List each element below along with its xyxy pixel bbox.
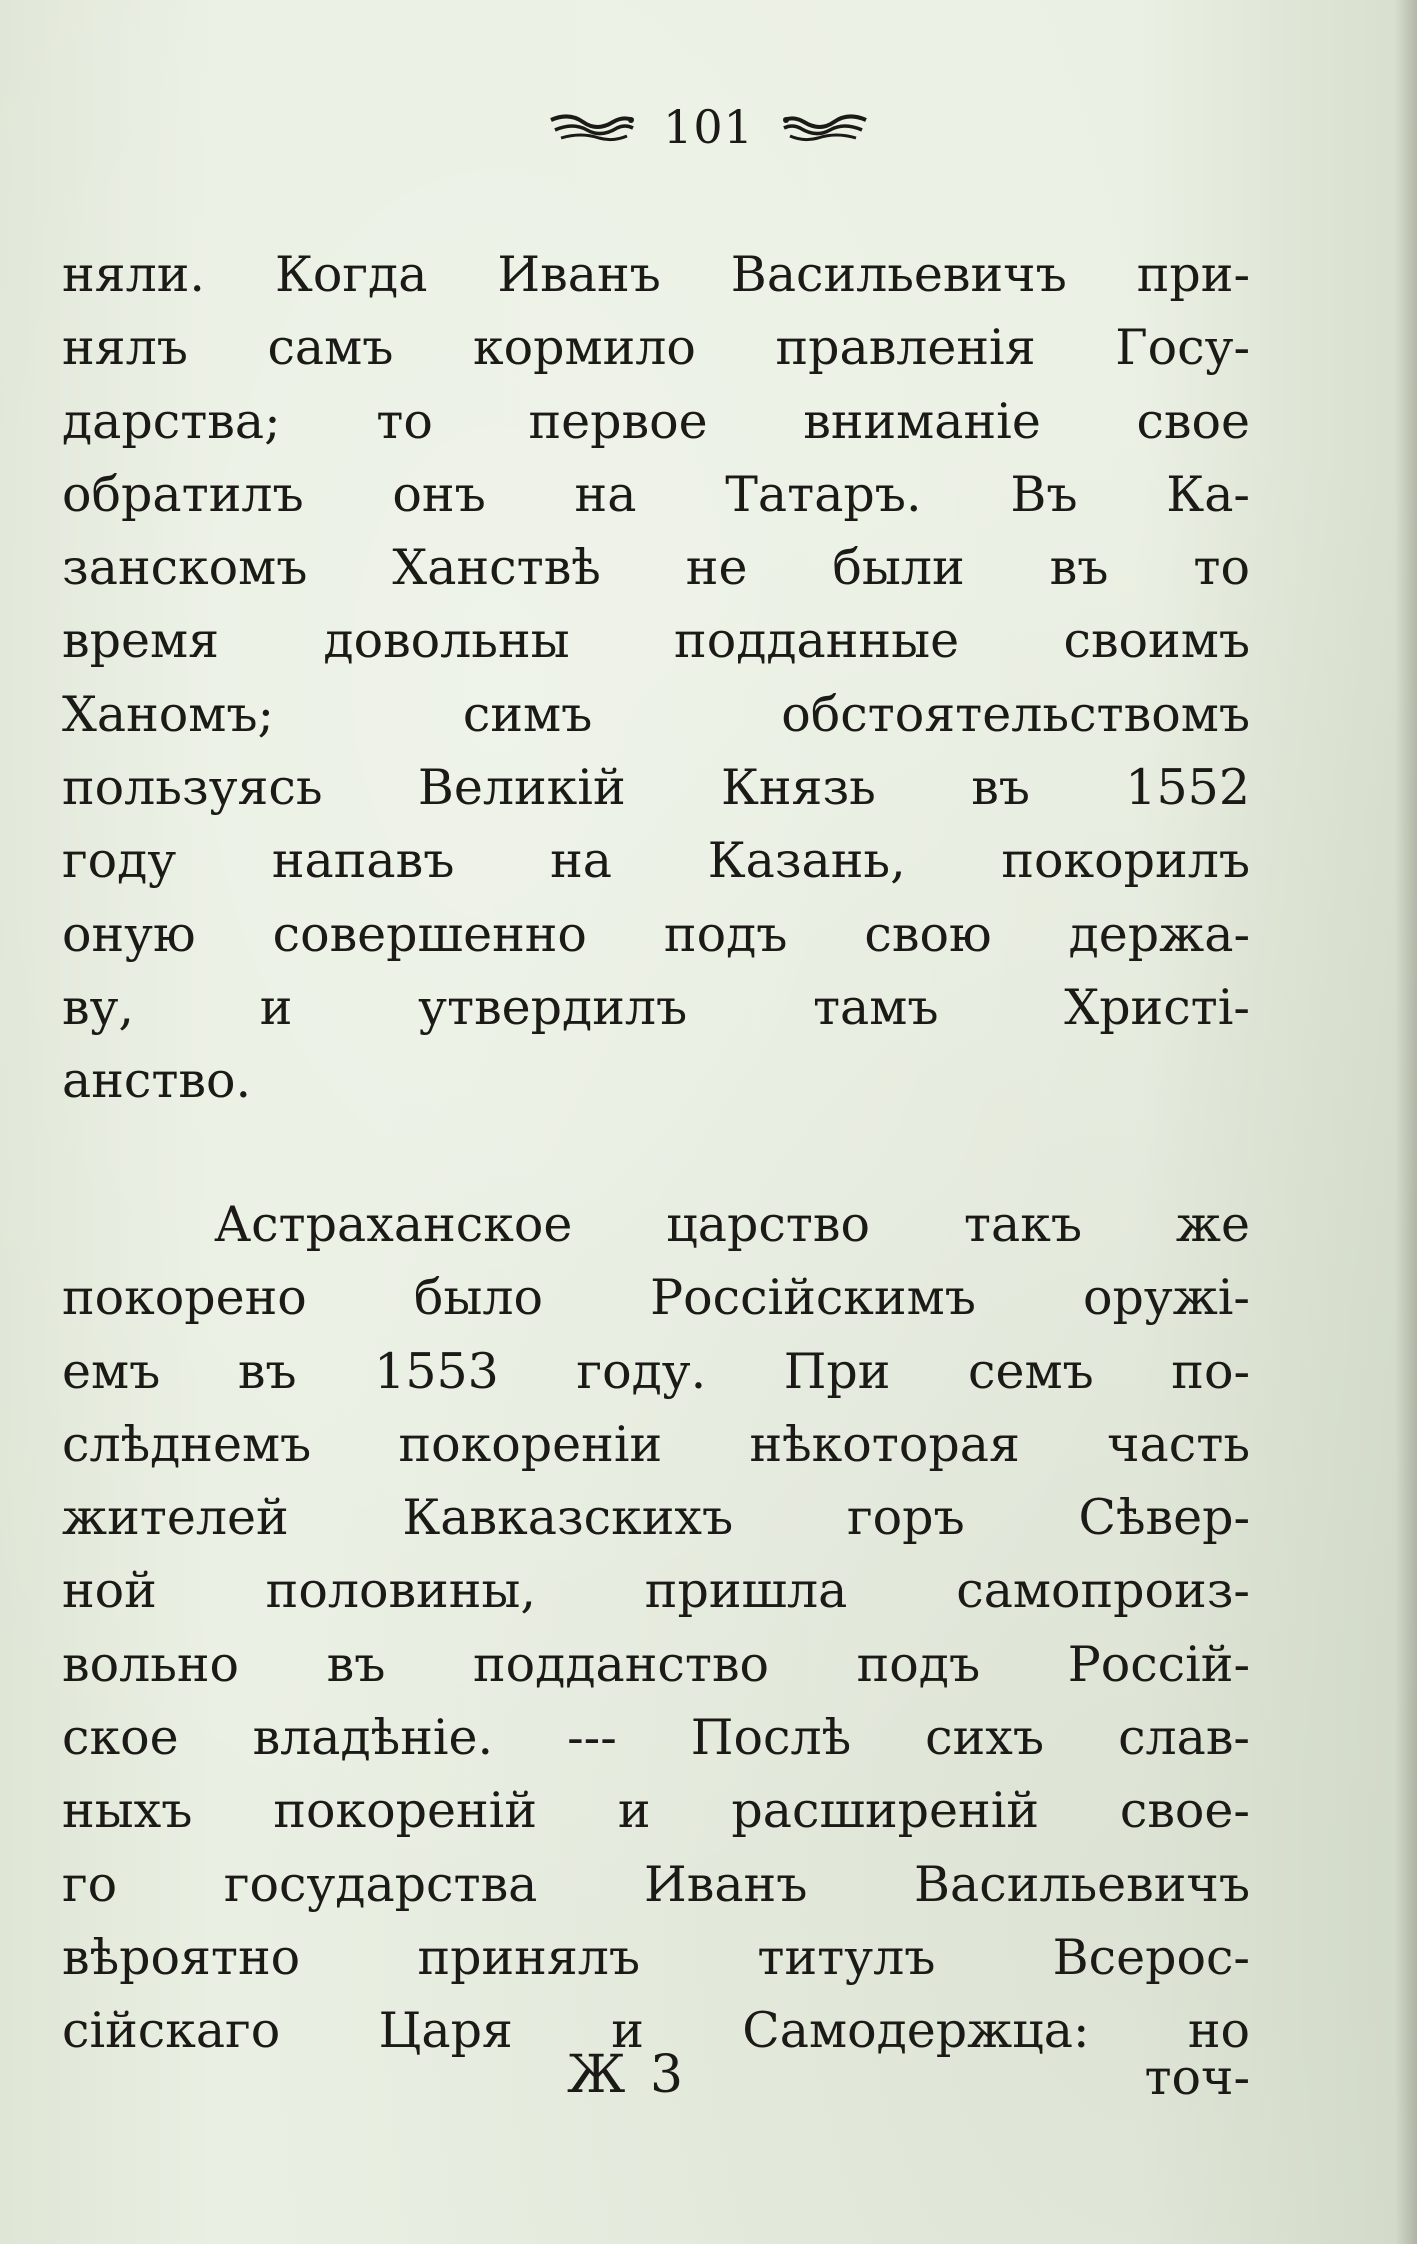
text-line: слѣднемъ покореніи нѣкоторая часть [62,1415,1250,1473]
text-line: ной половины, пришла самопроиз- [62,1562,1250,1620]
text-line: оную совершенно подъ свою держа- [62,905,1250,963]
text-line: ское владѣніе. --- Послѣ сихъ слав- [62,1709,1250,1767]
text-line: Ханомъ; симъ обстоятельствомъ [62,685,1250,743]
text-line: пользуясь Великій Князь въ 1552 [62,759,1250,817]
text-line: емъ въ 1553 году. При семъ по- [62,1342,1250,1400]
text-line: ву, и утвердилъ тамъ Христі- [62,978,1250,1036]
paragraph-2 [62,1188,1250,2068]
text-line: жителей Кавказскихъ горъ Сѣвер- [62,1489,1250,1547]
left-ornament-icon [547,110,637,144]
text-line: няли. Когда Иванъ Васильевичъ при- [62,246,1250,303]
text-line: анство. [62,1052,252,1110]
text-line: время довольны подданные своимъ [62,612,1250,670]
text-line: обратилъ онъ на Татаръ. Въ Ка- [62,465,1250,523]
text-line: вѣроятно принялъ титулъ Всерос- [62,1928,1250,1986]
page-header [0,92,1417,162]
page-edge-shadow [1395,0,1417,2244]
catchword: точ- [1144,2049,1250,2106]
text-line: дарства; то первое вниманіе свое [62,392,1250,450]
text-line: го государства Иванъ Васильевичъ [62,1855,1250,1913]
page-footer [62,2045,1250,2125]
signature-mark: Ж 3 [567,2045,688,2105]
text-line: ныхъ покореній и расширеній свое- [62,1782,1250,1840]
page-number: 101 [663,100,754,154]
text-line: году напавъ на Казань, покорилъ [62,832,1250,890]
text-line: нялъ самъ кормило правленія Госу- [62,319,1250,377]
text-line: Астраханское царство такъ же [214,1196,1250,1253]
text-line: сійскаго Царя и Самодержца: но [62,2002,1250,2060]
right-ornament-icon [780,110,870,144]
paragraph-1 [62,238,1250,1118]
text-line: занскомъ Ханствѣ не были въ то [62,539,1250,597]
text-line: вольно въ подданство подъ Россій- [62,1635,1250,1693]
text-line: покорено было Россійскимъ оружі- [62,1269,1250,1327]
